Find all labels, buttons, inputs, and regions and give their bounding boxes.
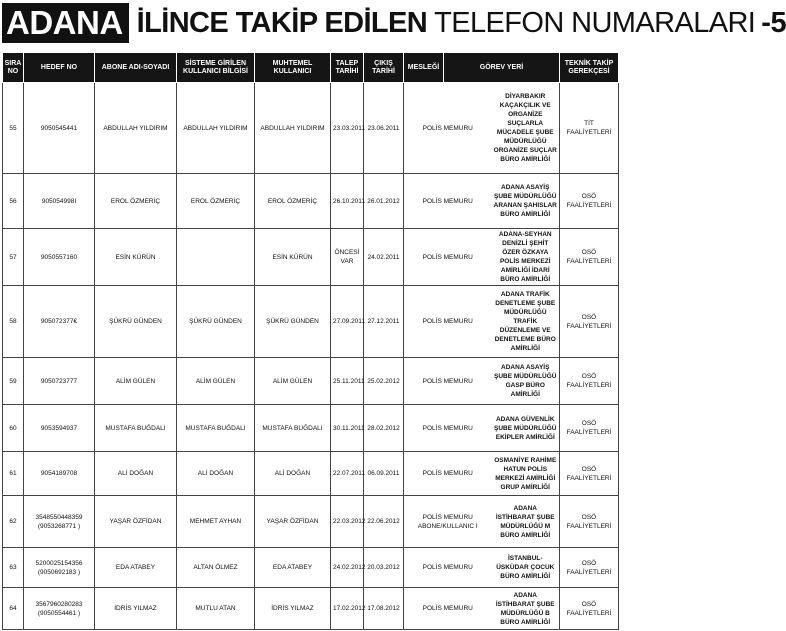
cell-sisteme: ŞÜKRÜ GÜNDEN — [177, 286, 255, 358]
cell-sira: 63 — [3, 548, 24, 588]
cell-sira: 60 — [3, 405, 24, 452]
cell-sira: 59 — [3, 358, 24, 405]
cell-hedef: 3548550448359 (9053268771 ) — [24, 496, 95, 548]
cell-talep: 25.11.2011 — [331, 358, 364, 405]
header-cikis: ÇIKIŞ TARİHİ — [364, 53, 404, 83]
cell-teknik: TİT FAALİYETLERİ — [560, 83, 619, 174]
title-rest-text: TELEFON NUMARALARI — [434, 6, 756, 39]
table-row — [3, 548, 619, 588]
cell-meslek: POLİS MEMURU — [404, 405, 492, 452]
table-row — [3, 83, 619, 174]
cell-muhtemel: EDA ATABEY — [255, 548, 331, 588]
table-row — [3, 286, 619, 358]
cell-talep: 17.02.2012 — [331, 588, 364, 630]
cell-meslek: POLİS MEMURU — [404, 83, 492, 174]
cell-gorev: ADANA İSTİHBARAT ŞUBE MÜDÜRLÜĞÜ M BÜRO AMİRLİĞİ — [492, 496, 560, 548]
cell-talep: 27.09.2011 — [331, 286, 364, 358]
cell-sisteme: ALİ DOĞAN — [177, 452, 255, 496]
title-bold-text: İLİNCE TAKİP EDİLEN — [136, 6, 428, 39]
cell-meslek: POLİS MEMURU — [404, 229, 492, 286]
cell-hedef: 9053594937 — [24, 405, 95, 452]
cell-abone: MUSTAFA BUĞDALI — [95, 405, 177, 452]
cell-talep: 23.03.2011 — [331, 83, 364, 174]
table-row — [3, 174, 619, 229]
cell-cikis: 22.06.2012 — [364, 496, 404, 548]
table-row — [3, 358, 619, 405]
table-row — [3, 229, 619, 286]
cell-sisteme: MEHMET AYHAN — [177, 496, 255, 548]
cell-teknik: OSÖ FAALİYETLERİ — [560, 405, 619, 452]
page-title — [0, 0, 786, 46]
cell-gorev: ADANA İSTİHBARAT ŞUBE MÜDÜRLÜĞÜ B BÜRO AMİRLİĞİ — [492, 588, 560, 630]
cell-abone: ŞÜKRÜ GÜNDEN — [95, 286, 177, 358]
cell-hedef: 9050723777 — [24, 358, 95, 405]
table-row — [3, 496, 619, 548]
cell-hedef: 905072377€ — [24, 286, 95, 358]
cell-abone: ALİ DOĞAN — [95, 452, 177, 496]
cell-hedef: 5200025154356 (9050692183 ) — [24, 548, 95, 588]
cell-teknik: OSÖ FAALİYETLERİ — [560, 496, 619, 548]
header-hedef: HEDEF NO — [24, 53, 95, 83]
header-muhtemel: MUHTEMEL KULLANICI — [255, 53, 331, 83]
cell-gorev: ADANA-SEYHAN DENİZLİ ŞEHİT ÖZER ÖZKAYA POLİS MERKEZİ AMİRLİĞİ İDARİ BÜRO AMİRLİĞİ — [492, 229, 560, 286]
cell-cikis: 25.02.2012 — [364, 358, 404, 405]
cell-cikis: 28.02.2012 — [364, 405, 404, 452]
cell-sisteme: MUSTAFA BUĞDALI — [177, 405, 255, 452]
cell-abone: ALİM GÜLEN — [95, 358, 177, 405]
cell-cikis: 26.01.2012 — [364, 174, 404, 229]
cell-abone: İDRİS YILMAZ — [95, 588, 177, 630]
cell-gorev: ADANA ASAYİŞ ŞUBE MÜDÜRLÜĞÜ GASP BÜRO AMİRLİĞİ — [492, 358, 560, 405]
cell-cikis: 27.12.2011 — [364, 286, 404, 358]
cell-sisteme: ALTAN ÖLMEZ — [177, 548, 255, 588]
cell-hedef: 3567960280283 (9050554461 ) — [24, 588, 95, 630]
cell-meslek: POLİS MEMURU — [404, 588, 492, 630]
header-teknik: TEKNİK TAKİP GEREKÇESİ — [560, 53, 619, 83]
cell-cikis: 17.08.2012 — [364, 588, 404, 630]
cell-gorev: ADANA GÜVENLİK ŞUBE MÜDÜRLÜĞÜ EKİPLER AMİRLİĞİ — [492, 405, 560, 452]
table-body — [3, 83, 619, 630]
header-meslegi: MESLEĞİ — [404, 53, 444, 83]
cell-teknik: OSÖ FAALİYETLERİ — [560, 452, 619, 496]
cell-muhtemel: EROL ÖZMERİÇ — [255, 174, 331, 229]
cell-sira: 58 — [3, 286, 24, 358]
cell-sisteme: ABDULLAH YILDIRIM — [177, 83, 255, 174]
cell-sira: 61 — [3, 452, 24, 496]
cell-talep: 22.03.2012 — [331, 496, 364, 548]
cell-talep: ÖNCESİ VAR — [331, 229, 364, 286]
cell-sira: 55 — [3, 83, 24, 174]
header-sisteme: SİSTEME GİRİLEN KULLANICI BİLGİSİ — [177, 53, 255, 83]
header-sira: SIRA NO — [3, 53, 24, 83]
table-row — [3, 452, 619, 496]
cell-meslek: POLİS MEMURU — [404, 358, 492, 405]
cell-abone: ABDULLAH YILDIRIM — [95, 83, 177, 174]
cell-hedef: 905054998I — [24, 174, 95, 229]
header-gorev: GÖREV YERİ — [444, 53, 560, 83]
cell-sira: 56 — [3, 174, 24, 229]
cell-muhtemel: MUSTAFA BUĞDALI — [255, 405, 331, 452]
cell-gorev: ADANA ASAYİŞ ŞUBE MÜDÜRLÜĞÜ ARANAN ŞAHISLAR BÜRO AMİRLİĞİ — [492, 174, 560, 229]
cell-talep: 26.10.2011 — [331, 174, 364, 229]
cell-talep: 30.11.2011 — [331, 405, 364, 452]
title-number: -5 — [761, 6, 786, 39]
cell-abone: ESİN KÜRÜN — [95, 229, 177, 286]
cell-sisteme: MUTLU ATAN — [177, 588, 255, 630]
cell-muhtemel: İDRİS YILMAZ — [255, 588, 331, 630]
tracking-table — [2, 52, 619, 630]
cell-sira: 64 — [3, 588, 24, 630]
cell-hedef: 9050545441 — [24, 83, 95, 174]
cell-muhtemel: ESİN KÜRÜN — [255, 229, 331, 286]
cell-meslek: POLİS MEMURU — [404, 286, 492, 358]
cell-cikis: 24.02.2011 — [364, 229, 404, 286]
cell-gorev: OSMANİYE RAHİME HATUN POLİS MERKEZİ AMİRLİĞİ GRUP AMİRLİĞİ — [492, 452, 560, 496]
cell-meslek: POLİS MEMURU — [404, 548, 492, 588]
cell-sisteme: EROL ÖZMERİÇ — [177, 174, 255, 229]
cell-talep: 22.07.2011 — [331, 452, 364, 496]
cell-teknik: OSÖ FAALİYETLERİ — [560, 229, 619, 286]
cell-abone: EROL ÖZMERİÇ — [95, 174, 177, 229]
cell-muhtemel: ŞÜKRÜ GÜNDEN — [255, 286, 331, 358]
cell-sisteme — [177, 229, 255, 286]
cell-muhtemel: ABDULLAH YILDIRIM — [255, 83, 331, 174]
title-city-box: ADANA — [2, 3, 129, 43]
cell-teknik: OSÖ FAALİYETLERİ — [560, 548, 619, 588]
cell-cikis: 06.09.2011 — [364, 452, 404, 496]
cell-gorev: DİYARBAKIR KAÇAKÇILIK VE ORGANİZE SUÇLARLA MÜCADELE ŞUBE MÜDÜRLÜĞÜ ORGANİZE SUÇLAR BÜRO AMİRLİĞİ — [492, 83, 560, 174]
header-talep: TALEP TARİHİ — [331, 53, 364, 83]
table-header-row — [3, 53, 619, 83]
cell-teknik: OSÖ FAALİYETLERİ — [560, 286, 619, 358]
header-abone: ABONE ADI-SOYADI — [95, 53, 177, 83]
cell-talep: 24.02.2012 — [331, 548, 364, 588]
cell-teknik: OSÖ FAALİYETLERİ — [560, 358, 619, 405]
cell-abone: EDA ATABEY — [95, 548, 177, 588]
cell-muhtemel: ALİM GÜLEN — [255, 358, 331, 405]
cell-hedef: 9050557160 — [24, 229, 95, 286]
cell-abone: YAŞAR ÖZFİDAN — [95, 496, 177, 548]
cell-teknik: OSÖ FAALİYETLERİ — [560, 174, 619, 229]
cell-meslek: POLİS MEMURU — [404, 174, 492, 229]
cell-gorev: ADANA TRAFİK DENETLEME ŞUBE MÜDÜRLÜĞÜ TRAFİK DÜZENLEME VE DENETLEME BÜRO AMİRLİĞİ — [492, 286, 560, 358]
cell-muhtemel: YAŞAR ÖZFİDAN — [255, 496, 331, 548]
cell-meslek: POLİS MEMURU ABONE/KULLANIC I — [404, 496, 492, 548]
table-row — [3, 588, 619, 630]
table-row — [3, 405, 619, 452]
cell-hedef: 9054189708 — [24, 452, 95, 496]
cell-sira: 57 — [3, 229, 24, 286]
cell-cikis: 20.03.2012 — [364, 548, 404, 588]
cell-sisteme: ALİM GÜLEN — [177, 358, 255, 405]
cell-muhtemel: ALİ DOĞAN — [255, 452, 331, 496]
cell-cikis: 23.06.2011 — [364, 83, 404, 174]
cell-sira: 62 — [3, 496, 24, 548]
cell-gorev: İSTANBUL-ÜSKÜDAR ÇOCUK BÜRO AMİRLİĞİ — [492, 548, 560, 588]
cell-teknik: OSÖ FAALİYETLERİ — [560, 588, 619, 630]
cell-meslek: POLİS MEMURU — [404, 452, 492, 496]
